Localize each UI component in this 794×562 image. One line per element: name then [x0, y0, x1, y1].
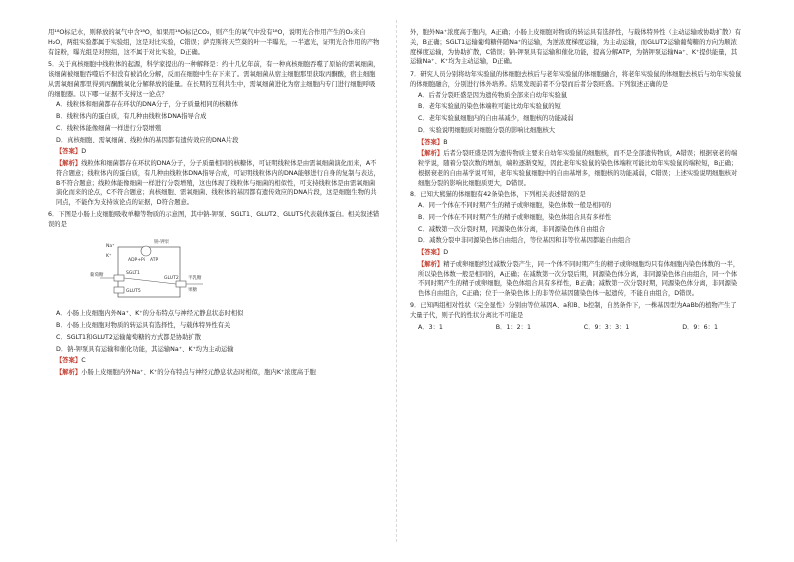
question-5 [48, 60, 380, 208]
q5-answer-value: D [81, 148, 87, 156]
q8-answer [418, 248, 742, 258]
analysis-tag: 【解析】 [418, 150, 444, 158]
q8-option-c: C．减数第一次分裂时期，同源染色体分离，非同源染色体自由组合 [418, 225, 606, 233]
q5-option-d: D．真核细胞、需氧细菌、线粒体的基因都有遗传效应的DNA片段 [56, 136, 239, 144]
q5-option-b: B．线粒体内的蛋白质，有几种由线粒体DNA指导合成 [56, 113, 207, 120]
label-sglt1: SGLT1 [126, 271, 140, 277]
q7-analysis [418, 149, 742, 188]
analysis-tag: 【解析】 [56, 369, 82, 376]
q6-analysis [56, 368, 380, 378]
q9-options-row [418, 323, 718, 333]
label-glucose: 葡萄糖 [90, 273, 104, 279]
column-divider [396, 20, 397, 542]
transport-diagram [88, 233, 218, 303]
q5-analysis [56, 159, 380, 208]
q6-option-c: C．SGLT1和GLUT2运输葡萄糖的方式都是协助扩散 [56, 333, 202, 341]
label-adp: ADP+Pi [128, 258, 145, 264]
glut2-carrier-shape [176, 281, 186, 287]
q9-option-d: D．9：6：1 [682, 324, 718, 332]
q5-analysis-text: 线粒体和细菌都存在环状的DNA分子，分子质量相同的核糖体，可证明线粒体是由需氧细菌演化而来，A不符合题意；线粒体内的蛋白质，有几种由线粒体DNA指导合成，可证明线粒体内的DNA能够进行自身的复制与表达，B不符合题意；线粒体能像细菌一样进行分裂增殖，这也体现了线粒体与细菌的相似性，可支持线粒体是由需氧细菌演化而来的论点，C不符合题意；真核细胞、需氧细菌、线粒体的基因都有遗传效应的DNA片段，这是细胞生物的共同点，不能作为支持该论点的证据，D符合题意。 [56, 160, 380, 206]
q7-option-b: B．老年实验鼠的染色体端粒可能比幼年实验鼠的短 [418, 103, 561, 111]
transport-diagram-svg [88, 233, 218, 303]
q7-option-a: A．后者分裂旺盛是因为遗传物质全部来自幼年实验鼠 [418, 91, 568, 99]
q9-option-c: C．9：3：3：1 [583, 324, 630, 332]
sodium-potassium-pump-shape [141, 246, 151, 256]
answer-tag: 【答案】 [418, 138, 444, 146]
q8-option-d: D．减数分裂中非同源染色体自由组合，等位基因和非等位基因都能自由组合 [418, 237, 631, 245]
question-8 [410, 190, 742, 299]
question-7 [410, 70, 742, 188]
q9-stem: 9．已知两组相对性状（完全显性）分别由等位基因A、a和B、b控制，自然条件下，一株基因型为AaBb的植物产生了大量子代，则子代的性状分离比不可能是 [410, 301, 737, 319]
q9-option-b: B．1：2：1 [495, 324, 531, 332]
q6-answer-value: C [81, 357, 86, 365]
q8-analysis [418, 260, 742, 299]
q7-option-c: C．老年实验鼠细胞内的自由基减少，细胞核的功能减弱 [418, 115, 574, 122]
label-na: Na⁺ [106, 244, 115, 250]
right-column [410, 28, 742, 333]
q6-analysis-text: 小肠上皮细胞内外Na⁺、K⁺的分布特点与神经元静息状态时相似，胞内K⁺浓度高于胞 [81, 369, 316, 376]
q6-stem: 6．下图是小肠上皮细胞吸收单糖等物质的示意图，其中钠-钾泵、SGLT1、GLUT2、GLUT5代表载体蛋白。相关叙述错误的是 [48, 210, 380, 228]
label-galactose: 半乳糖 [188, 276, 202, 282]
label-glut2: GLUT2 [164, 276, 179, 282]
answer-tag: 【答案】 [418, 249, 444, 256]
q5-option-c: C．线粒体能像细菌一样进行分裂增殖 [56, 124, 162, 132]
q8-stem: 8．已知大熊猫的体细胞有42条染色体，下列相关表述错误的是 [410, 191, 586, 199]
q7-analysis-text: 后者分裂旺盛是因为遗传物质主要来自幼年实验鼠的细胞核，而不是全部遗传物质，A错误；根据衰老的端粒学说，随着分裂次数的增加，端粒逐渐变短，因此老年实验鼠的染色体端粒可能比幼年实验鼠的端粒短，B正确；根据衰老的自由基学说可知，老年实验鼠细胞中的自由基增多，细胞核的功能减弱，C错误；上述实验说明细胞核对细胞分裂的影响比细胞质更大，D错误。 [418, 150, 738, 187]
answer-tag: 【答案】 [56, 148, 82, 156]
q5-stem: 5．关于真核细胞中线粒体的起源，科学家提出的一种解释是：约十几亿年前，有一种真核细胞吞噬了原始的需氧细菌，该细菌被细胞吞噬后不但没有被消化分解，反而在细胞中生存下来了。需氧细菌从宿主细胞那里获取丙酮酸，宿主细胞从需氧细菌那里得到丙酮酸氧化分解释放的能量。在长期的互利共生中，需氧细菌进化为宿主细胞内专门进行细胞呼吸的细胞器。以下哪一证据不支持这一论点？ [48, 61, 380, 98]
q8-option-a: A．同一个体在不同时期产生的精子或卵细胞，染色体数一般是相同的 [418, 202, 612, 209]
intro-paragraph: 用¹⁸O标记水，则释放的氧气中含¹⁸O，如果用¹⁸O标记CO₂，则产生的氧气中没有¹⁸O，说明光合作用产生的O₂来自H₂O，两组实验都属于实验组，这是对比实验，C错误；萨克斯将天竺葵的叶一半曝光，一半遮光，证明光合作用的产物有淀粉，曝光组是对照组，这不属于对比实验，D正确。 [48, 29, 380, 56]
label-pump: 钠-钾泵 [154, 240, 170, 246]
q6-option-a: A．小肠上皮细胞内外Na⁺、K⁺的分布特点与神经元静息状态时相似 [56, 310, 244, 318]
q9-option-a: A．3：1 [418, 324, 443, 332]
q7-option-d: D．实验说明细胞质对细胞分裂的影响比细胞核大 [418, 126, 556, 134]
label-k: K⁺ [106, 254, 112, 260]
q5-option-a: A．线粒体和细菌都存在环状的DNA分子，分子质量相同的核糖体 [56, 101, 238, 109]
q7-answer-value: B [443, 138, 448, 146]
question-6 [48, 210, 380, 378]
sglt1-carrier-shape [114, 275, 124, 281]
label-glut5: GLUT5 [126, 289, 141, 295]
q7-answer [418, 138, 742, 148]
label-atp: ATP [150, 258, 159, 264]
answer-tag: 【答案】 [56, 357, 82, 365]
continuation-paragraph: 外，胞外Na⁺浓度高于胞内，A正确；小肠上皮细胞对物质的转运具有选择性，与载体特异性（主动运输或协助扩散）有关，B正确；SGLT1运输葡萄糖伴随Na⁺的运输，为逆浓度梯度运输，为主动运输，而GLUT2运输葡萄糖的方向为顺浓度梯度运输，为协助扩散，C错误；钠-钾泵具有运输和催化功能，提高分解ATP，为钠钾泵运输Na⁺、K⁺提供能量，其运输Na⁺、K⁺均为主动运输，D正确。 [410, 29, 742, 66]
label-fructose: 果糖 [188, 288, 197, 294]
q6-option-b: B．小肠上皮细胞对物质的转运具有选择性，与载体特异性有关 [56, 322, 231, 329]
q8-answer-value: D [443, 249, 449, 256]
question-9 [410, 301, 742, 333]
q5-answer [56, 147, 380, 157]
q7-stem: 7．研究人员分别将幼年实验鼠的体细胞去核后与老年实验鼠的体细胞融合，将老年实验鼠的体细胞去核后与幼年实验鼠的体细胞融合，分别进行体外培养。结果发现前者不分裂而后者分裂旺盛。下列叙述正确的是 [410, 71, 742, 88]
q6-option-d: D．钠-钾泵具有运输和催化功能，其运输Na⁺、K⁺均为主动运输 [56, 345, 234, 353]
analysis-tag: 【解析】 [418, 260, 444, 268]
q8-analysis-text: 精子或卵细胞经过减数分裂产生，同一个体不同时期产生的精子或卵细胞均只有体细胞内染色体数的一半，所以染色体数一般是相同的，A正确；在减数第一次分裂后期，同源染色体分离，非同源染色体自由组合，同一个体不同时期产生的精子或卵细胞，染色体组合具有多样性，B正确；减数第一次分裂时期，同源染色体分离，非同源染色体自由组合，C正确；位于一条染色体上的非等位基因随染色体一起遗传，不能自由组合，D错误。 [418, 260, 740, 297]
q6-answer [56, 356, 380, 366]
analysis-tag: 【解析】 [56, 160, 82, 167]
left-column [48, 28, 380, 380]
q8-option-b: B．同一个体在不同时期产生的精子或卵细胞，染色体组合具有多样性 [418, 213, 612, 221]
glut5-carrier-shape [114, 287, 124, 293]
